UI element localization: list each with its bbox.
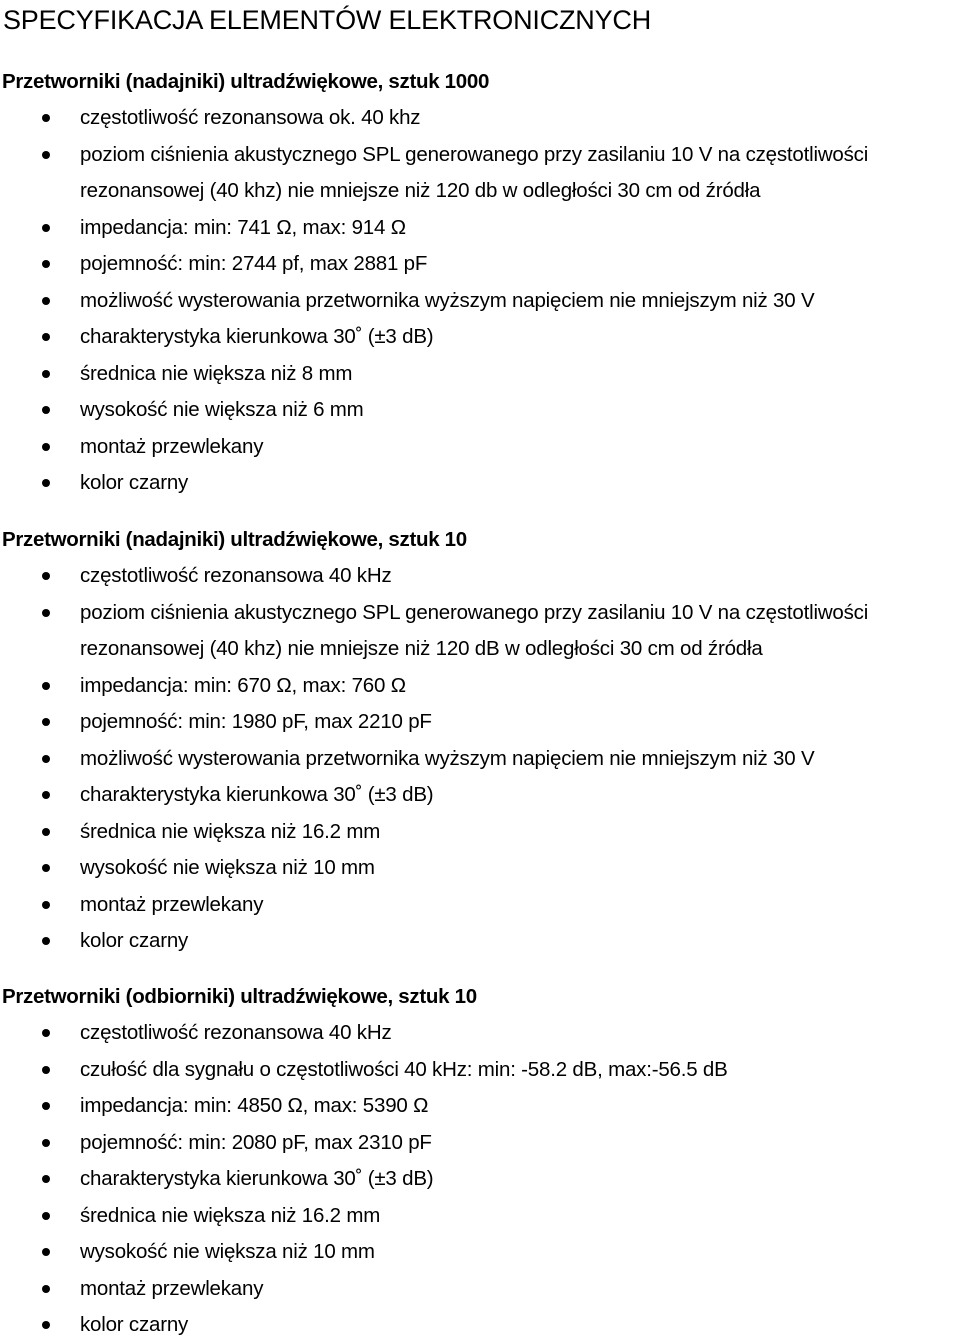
- document-title: SPECYFIKACJA ELEMENTÓW ELEKTRONICZNYCH: [3, 5, 652, 35]
- bullet-icon: [42, 151, 50, 159]
- bullet-icon: [42, 1139, 50, 1147]
- bullet-icon: [42, 297, 50, 305]
- spec-item-text: wysokość nie większa niż 10 mm: [80, 1240, 375, 1263]
- bullet-icon: [42, 572, 50, 580]
- bullet-icon: [42, 609, 50, 617]
- bullet-icon: [42, 1029, 50, 1037]
- spec-item-text: impedancja: min: 741 Ω, max: 914 Ω: [80, 215, 406, 239]
- spec-item-text: wysokość nie większa niż 10 mm: [80, 856, 375, 879]
- spec-item-text: montaż przewlekany: [80, 1276, 264, 1300]
- spec-item-text: impedancja: min: 670 Ω, max: 760 Ω: [80, 673, 406, 697]
- spec-item-text: wysokość nie większa niż 6 mm: [80, 398, 364, 421]
- bullet-icon: [42, 406, 50, 414]
- bullet-icon: [42, 755, 50, 763]
- spec-item-text: średnica nie większa niż 16.2 mm: [80, 819, 381, 843]
- spec-item-text-continuation: rezonansowej (40 khz) nie mniejsze niż 120 db w odległości 30 cm od źródła: [80, 179, 761, 202]
- spec-item-text: kolor czarny: [80, 929, 189, 952]
- bullet-icon: [42, 901, 50, 909]
- spec-item-text: impedancja: min: 4850 Ω, max: 5390 Ω: [80, 1094, 429, 1117]
- spec-item-text: charakterystyka kierunkowa 30˚ (±3 dB): [80, 1167, 434, 1190]
- spec-item-text: czułość dla sygnału o częstotliwości 40 kHz: min: -58.2 dB, max:-56.5 dB: [80, 1057, 728, 1081]
- spec-item-text: średnica nie większa niż 16.2 mm: [80, 1203, 381, 1227]
- spec-item-text: możliwość wysterowania przetwornika wyższym napięciem nie mniejszym niż 30 V: [80, 288, 815, 312]
- spec-item-text: pojemność: min: 1980 pF, max 2210 pF: [80, 710, 432, 733]
- section-heading-transmitters-10: Przetworniki (nadajniki) ultradźwiękowe, sztuk 10: [2, 528, 467, 551]
- bullet-icon: [42, 937, 50, 945]
- bullet-icon: [42, 828, 50, 836]
- bullet-icon: [42, 224, 50, 232]
- spec-item-text: średnica nie większa niż 8 mm: [80, 361, 353, 385]
- section-heading-transmitters-1000: Przetworniki (nadajniki) ultradźwiękowe, sztuk 1000: [2, 70, 490, 93]
- spec-item-text: częstotliwość rezonansowa 40 kHz: [80, 564, 392, 587]
- spec-item-text: częstotliwość rezonansowa ok. 40 khz: [80, 106, 421, 129]
- spec-item-text: charakterystyka kierunkowa 30˚ (±3 dB): [80, 325, 434, 348]
- bullet-icon: [42, 1248, 50, 1256]
- bullet-icon: [42, 370, 50, 378]
- spec-item-text: częstotliwość rezonansowa 40 kHz: [80, 1021, 392, 1044]
- spec-item-text: montaż przewlekany: [80, 892, 264, 916]
- bullet-icon: [42, 682, 50, 690]
- spec-item-text: kolor czarny: [80, 471, 189, 494]
- spec-item-text-continuation: rezonansowej (40 khz) nie mniejsze niż 120 dB w odległości 30 cm od źródła: [80, 637, 763, 660]
- bullet-icon: [42, 1066, 50, 1074]
- bullet-icon: [42, 443, 50, 451]
- spec-item-text: montaż przewlekany: [80, 434, 264, 458]
- bullet-icon: [42, 1102, 50, 1110]
- bullet-icon: [42, 114, 50, 122]
- spec-item-text: poziom ciśnienia akustycznego SPL generowanego przy zasilaniu 10 V na częstotliwości: [80, 600, 869, 624]
- bullet-icon: [42, 479, 50, 487]
- bullet-icon: [42, 1321, 50, 1329]
- bullet-icon: [42, 864, 50, 872]
- spec-item-text: charakterystyka kierunkowa 30˚ (±3 dB): [80, 783, 434, 806]
- spec-item-text: poziom ciśnienia akustycznego SPL generowanego przy zasilaniu 10 V na częstotliwości: [80, 142, 869, 166]
- bullet-icon: [42, 791, 50, 799]
- section-heading-receivers-10: Przetworniki (odbiorniki) ultradźwiękowe, sztuk 10: [2, 985, 477, 1008]
- bullet-icon: [42, 718, 50, 726]
- spec-item-text: kolor czarny: [80, 1313, 189, 1336]
- spec-item-text: pojemność: min: 2080 pF, max 2310 pF: [80, 1130, 432, 1154]
- bullet-icon: [42, 260, 50, 268]
- bullet-icon: [42, 1285, 50, 1293]
- spec-item-text: możliwość wysterowania przetwornika wyższym napięciem nie mniejszym niż 30 V: [80, 746, 815, 770]
- bullet-icon: [42, 1175, 50, 1183]
- bullet-icon: [42, 333, 50, 341]
- bullet-icon: [42, 1212, 50, 1220]
- spec-item-text: pojemność: min: 2744 pf, max 2881 pF: [80, 252, 428, 275]
